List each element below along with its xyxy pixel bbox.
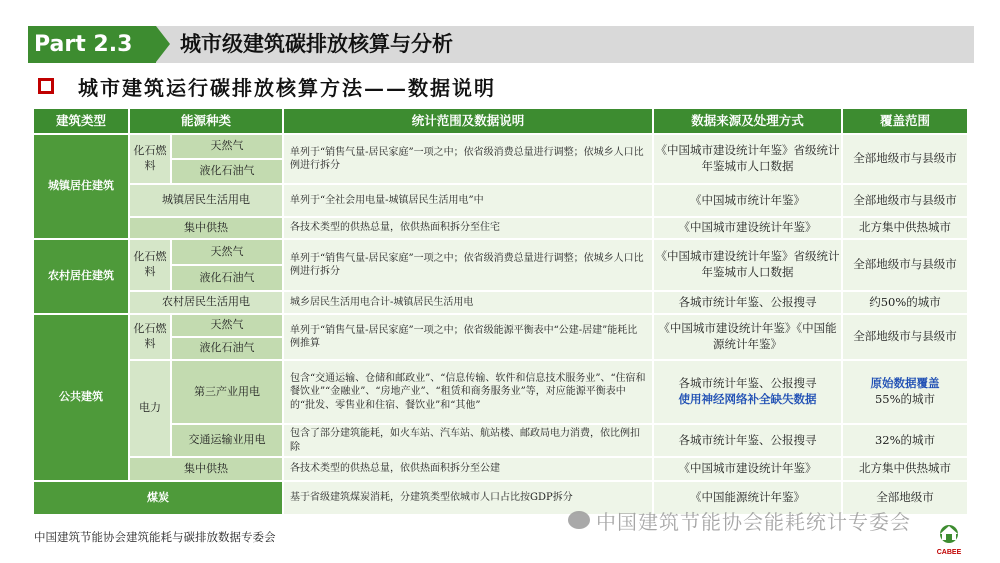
scope-urban-fuel: 单列于“销售气量-居民家庭”一项之中；依省级消费总量进行调整；依城乡人口比例进行拆分 [284, 135, 654, 185]
scope-public-heating: 各技术类型的供热总量，依供热面积拆分至公建 [284, 458, 654, 482]
source-urban-heating: 《中国城市建设统计年鉴》 [654, 218, 843, 240]
col-header-type: 建筑类型 [34, 109, 130, 135]
footer-organization: 中国建筑节能协会建筑能耗与碳排放数据专委会 [34, 530, 276, 544]
source-transport-electricity: 各城市统计年鉴、公报搜寻 [654, 425, 843, 458]
part-arrow-shape [156, 26, 170, 62]
col-header-coverage: 覆盖范围 [843, 109, 969, 135]
page-title: 城市级建筑碳排放核算与分析 [180, 32, 453, 56]
type-coal: 煤炭 [34, 482, 284, 516]
energy-tertiary-electricity: 第三产业用电 [172, 361, 284, 425]
source-urban-electricity: 《中国城市统计年鉴》 [654, 185, 843, 218]
coverage-urban-fuel: 全部地级市与县级市 [843, 135, 969, 185]
data-table [33, 108, 968, 515]
source-rural-electricity: 各城市统计年鉴、公报搜寻 [654, 292, 843, 315]
bullet-square-icon [38, 78, 54, 94]
source-public-fuel: 《中国城市建设统计年鉴》《中国能源统计年鉴》 [654, 315, 843, 361]
energy-natural-gas: 天然气 [172, 135, 284, 160]
energy-lpg: 液化石油气 [172, 266, 284, 292]
scope-public-fuel: 单列于“销售气量-居民家庭”一项之中；依省级能源平衡表中“公建-居建”能耗比例推算 [284, 315, 654, 361]
energy-urban-electricity: 城镇居民生活用电 [130, 185, 284, 218]
energy-natural-gas: 天然气 [172, 315, 284, 338]
type-public-buildings: 公共建筑 [34, 315, 130, 482]
scope-tertiary-electricity: 包含“交通运输、仓储和邮政业”、“信息传输、软件和信息技术服务业”、“住宿和餐饮业”“金融业”、“房地产业”、“租赁和商务服务业”等，对应能源平衡表中的“批发、零售业和住宿、餐饮业”和“其他” [284, 361, 654, 425]
energy-fossil-fuel: 化石燃料 [130, 315, 172, 361]
scope-rural-electricity: 城乡居民生活用电合计-城镇居民生活用电 [284, 292, 654, 315]
watermark-text: 中国建筑节能协会能耗统计专委会 [596, 510, 911, 534]
scope-transport-electricity: 包含了部分建筑能耗，如火车站、汽车站、航站楼、邮政局电力消费，依比例扣除 [284, 425, 654, 458]
cabee-logo [930, 522, 968, 558]
energy-transport-electricity: 交通运输业用电 [172, 425, 284, 458]
coverage-urban-heating: 北方集中供热城市 [843, 218, 969, 240]
section-subtitle: 城市建筑运行碳排放核算方法——数据说明 [78, 76, 496, 100]
energy-fossil-fuel: 化石燃料 [130, 240, 172, 292]
source-public-heating: 《中国城市建设统计年鉴》 [654, 458, 843, 482]
energy-electric-power: 电力 [130, 361, 172, 458]
part-badge: Part 2.3 [28, 26, 156, 63]
coverage-tertiary-note: 原始数据覆盖 [870, 376, 940, 391]
coverage-tertiary-electricity [843, 361, 969, 425]
coverage-rural-fuel: 全部地级市与县级市 [843, 240, 969, 292]
type-rural-residential: 农村居住建筑 [34, 240, 130, 315]
energy-fossil-fuel: 化石燃料 [130, 135, 172, 185]
source-urban-fuel: 《中国城市建设统计年鉴》省级统计年鉴城市人口数据 [654, 135, 843, 185]
coverage-public-heating: 北方集中供热城市 [843, 458, 969, 482]
col-header-energy: 能源种类 [130, 109, 284, 135]
coverage-rural-electricity: 约50%的城市 [843, 292, 969, 315]
energy-lpg: 液化石油气 [172, 338, 284, 361]
coverage-tertiary-text: 55%的城市 [874, 392, 936, 406]
source-tertiary-note: 使用神经网络补全缺失数据 [678, 392, 817, 406]
scope-rural-fuel: 单列于“销售气量-居民家庭”一项之中；依省级消费总量进行调整；依城乡人口比例进行拆分 [284, 240, 654, 292]
coverage-transport-electricity: 32%的城市 [843, 425, 969, 458]
source-tertiary-electricity [654, 361, 843, 425]
col-header-scope: 统计范围及数据说明 [284, 109, 654, 135]
type-urban-residential: 城镇居住建筑 [34, 135, 130, 240]
energy-natural-gas: 天然气 [172, 240, 284, 266]
logo-text: CABEE [936, 549, 962, 556]
energy-rural-electricity: 农村居民生活用电 [130, 292, 284, 315]
col-header-source: 数据来源及处理方式 [654, 109, 843, 135]
source-tertiary-text: 各城市统计年鉴、公报搜寻 [678, 376, 817, 391]
energy-public-heating: 集中供热 [130, 458, 284, 482]
scope-urban-electricity: 单列于“全社会用电量-城镇居民生活用电”中 [284, 185, 654, 218]
energy-lpg: 液化石油气 [172, 160, 284, 185]
coverage-urban-electricity: 全部地级市与县级市 [843, 185, 969, 218]
coverage-public-fuel: 全部地级市与县级市 [843, 315, 969, 361]
source-rural-fuel: 《中国城市建设统计年鉴》省级统计年鉴城市人口数据 [654, 240, 843, 292]
scope-urban-heating: 各技术类型的供热总量，依供热面积拆分至住宅 [284, 218, 654, 240]
scope-coal: 基于省级建筑煤炭消耗，分建筑类型依城市人口占比按GDP拆分 [284, 482, 654, 516]
wechat-icon [568, 511, 590, 529]
coverage-coal: 全部地级市 [843, 482, 969, 516]
energy-urban-heating: 集中供热 [130, 218, 284, 240]
source-coal: 《中国能源统计年鉴》 [654, 482, 843, 516]
